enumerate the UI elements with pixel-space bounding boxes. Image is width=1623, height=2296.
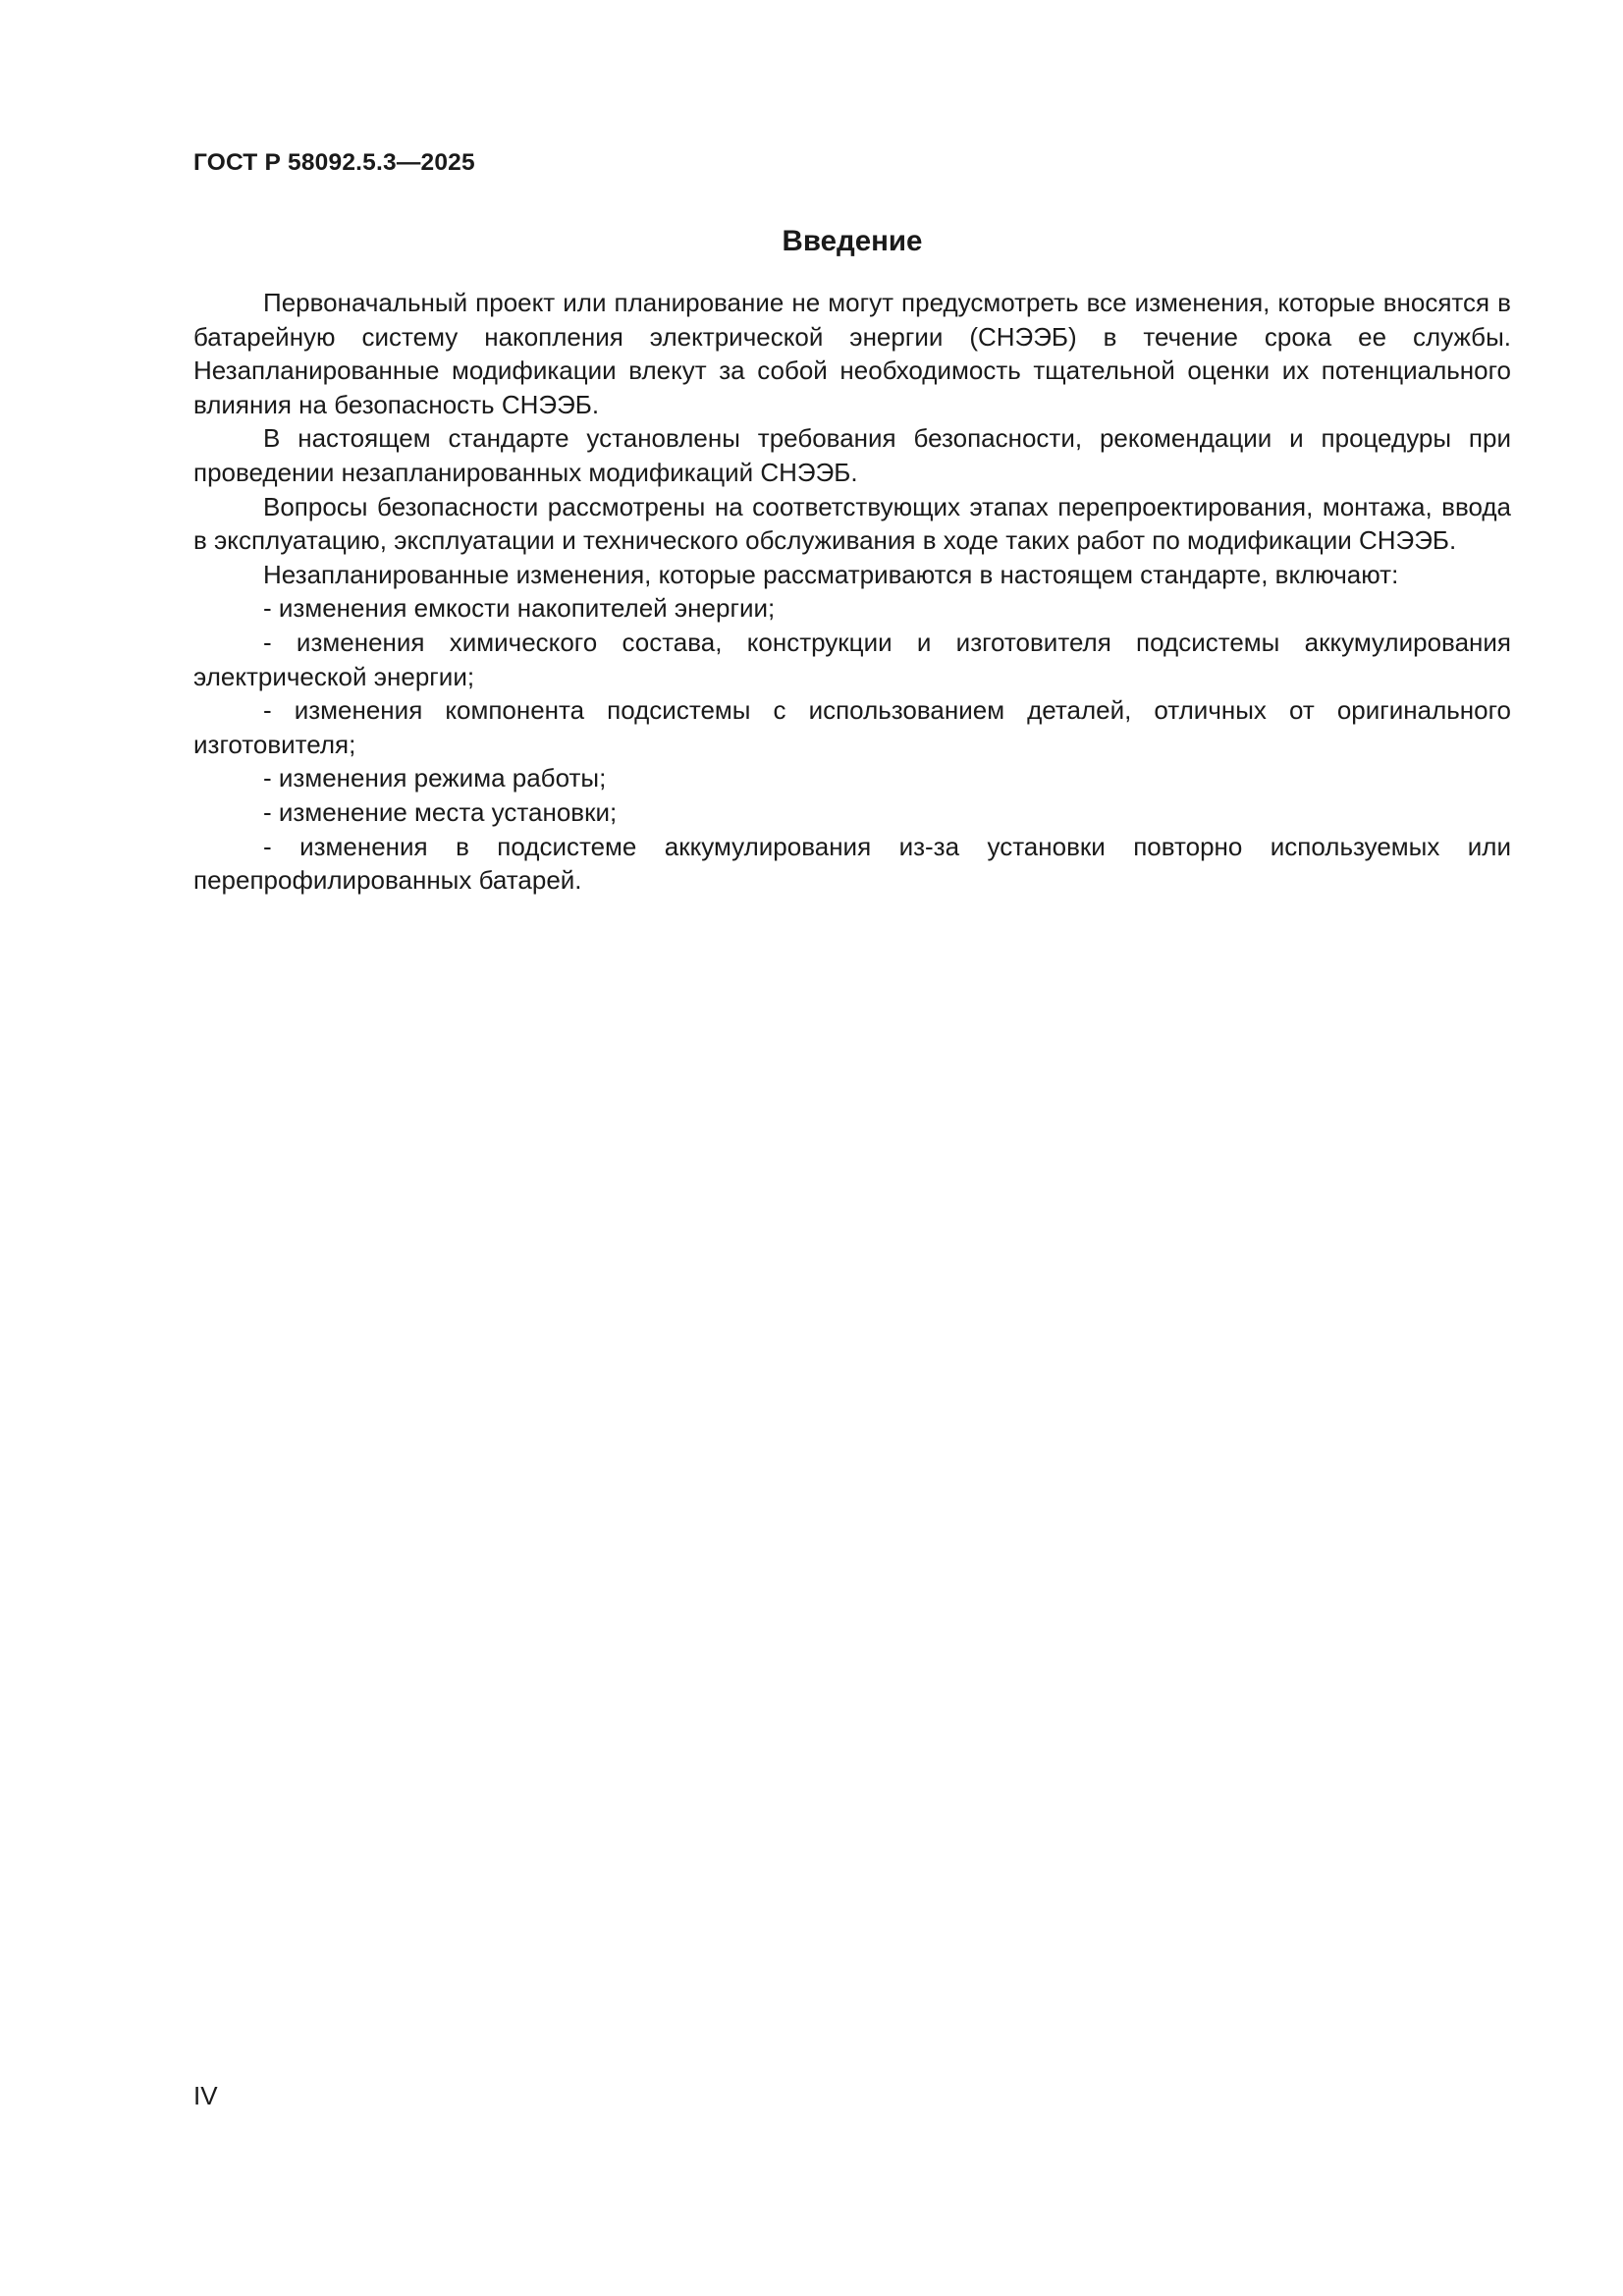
- list-item: - изменения химического состава, конструкции и изготовителя подсистемы аккумулирования электрической энергии;: [193, 627, 1511, 691]
- list-item: - изменения режима работы;: [263, 763, 607, 793]
- paragraph: В настоящем стандарте установлены требования безопасности, рекомендации и процедуры при проведении незапланированных модификаций СНЭЭБ.: [193, 423, 1511, 487]
- list-item: - изменение места установки;: [263, 796, 618, 827]
- list-item: - изменения емкости накопителей энергии;: [263, 593, 776, 624]
- list-item: - изменения в подсистеме аккумулирования из-за установки повторно используемых или перепрофилированных батарей.: [193, 831, 1511, 896]
- section-title: Введение: [782, 225, 923, 257]
- page-number: IV: [193, 2081, 218, 2110]
- document-body: [193, 286, 1511, 898]
- document-header-code: ГОСТ Р 58092.5.3—2025: [193, 149, 475, 176]
- paragraph: Вопросы безопасности рассмотрены на соответствующих этапах перепроектирования, монтажа, ввода в эксплуатацию, эксплуатации и технического обслуживания в ходе таких работ по модификации СНЭЭБ.: [193, 491, 1511, 556]
- list-intro-paragraph: Незапланированные изменения, которые рассматриваются в настоящем стандарте, включают:: [263, 559, 1399, 589]
- list-item: - изменения компонента подсистемы с использованием деталей, отличных от оригинального изготовителя;: [193, 695, 1511, 759]
- paragraph: Первоначальный проект или планирование не могут предусмотреть все изменения, которые вносятся в батарейную систему накопления электрической энергии (СНЭЭБ) в течение срока ее службы. Незапланированные модификации влекут за собой необходимость тщательной оценки их потенциального влияния на безопасность СНЭЭБ.: [193, 288, 1511, 419]
